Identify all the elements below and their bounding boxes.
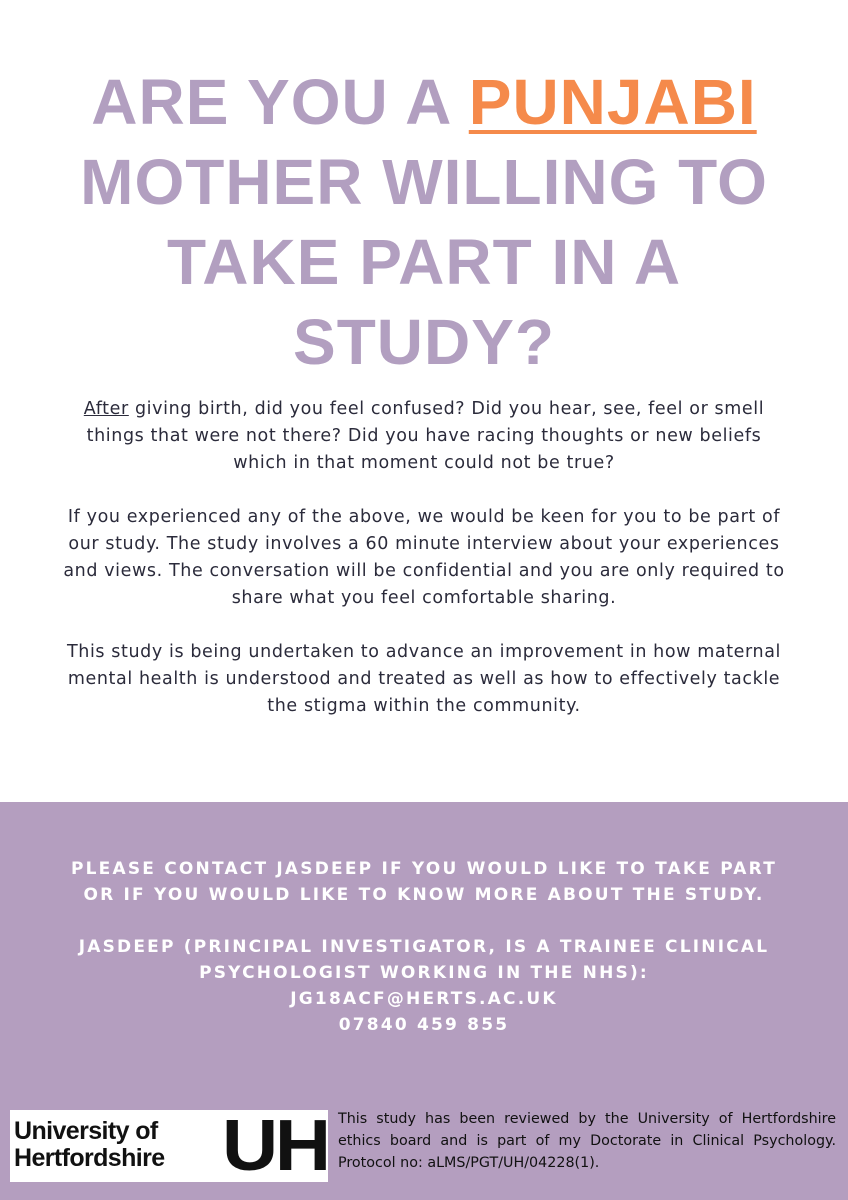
paragraph-invitation: If you experienced any of the above, we would be keen for you to be part of our study. The study involves a 60 minute interview about your experiences and views. The conversation will be confidential and you are only required to share what you feel comfortable sharing. (63, 507, 785, 608)
headline-line-3: TAKE PART IN A (166, 226, 682, 298)
underlined-after: After (83, 399, 129, 419)
ethics-note: This study has been reviewed by the University of Hertfordshire ethics board and is part of my Doctorate in Clinical Psychology. Protocol no: aLMS/PGT/UH/04228(1). (338, 1111, 836, 1171)
headline-line-1 (0, 62, 848, 142)
headline (0, 62, 848, 382)
headline-line-4: STUDY? (293, 306, 555, 378)
logo-uh-mark: UH (222, 1106, 328, 1186)
footer (0, 1100, 848, 1200)
logo-wordmark (14, 1118, 165, 1172)
logo-line-1: University of (14, 1117, 158, 1145)
paragraph-purpose: This study is being undertaken to advance an improvement in how maternal mental health is understood and treated as well as how to effectively tackle the stigma within the community. (66, 642, 782, 716)
contact-phone[interactable]: 07840 459 855 (338, 1015, 510, 1035)
headline-pre: ARE YOU A (91, 66, 469, 138)
contact-intro: PLEASE CONTACT JASDEEP IF YOU WOULD LIKE TO TAKE PART OR IF YOU WOULD LIKE TO KNOW MORE ABOUT THE STUDY. (70, 859, 777, 905)
headline-accent-word: PUNJABI (468, 66, 757, 138)
contact-email[interactable]: JG18ACF@HERTS.AC.UK (290, 989, 558, 1009)
headline-line-2: MOTHER WILLING TO (80, 146, 768, 218)
university-logo (10, 1106, 328, 1186)
contact-details (60, 856, 788, 1038)
logo-line-2: Hertfordshire (14, 1144, 165, 1172)
investigator-info: JASDEEP (PRINCIPAL INVESTIGATOR, IS A TRAINEE CLINICAL PSYCHOLOGIST WORKING IN THE NHS): (78, 937, 770, 983)
paragraph-symptoms-text: giving birth, did you feel confused? Did you hear, see, feel or smell things that were not there? Did you have racing thoughts or new beliefs which in that moment could not be true? (86, 399, 765, 473)
paragraph-symptoms (60, 396, 788, 477)
study-description (60, 396, 788, 747)
